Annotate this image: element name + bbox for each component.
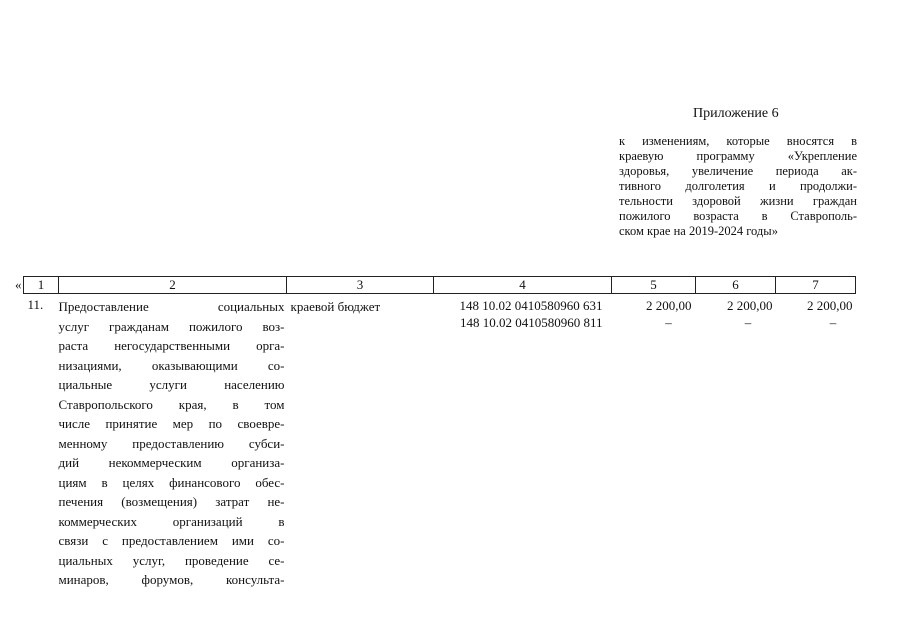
- annex-title: Приложение 6: [693, 106, 779, 121]
- description-line: циям в целях финансового обес-: [58, 474, 285, 490]
- annex-note-line: ском крае на 2019-2024 годы»: [619, 224, 778, 238]
- annex-note-line: здоровья, увеличение периода ак-: [619, 164, 857, 178]
- description-line: услуг гражданам пожилого воз-: [58, 318, 285, 334]
- program-table: [23, 276, 856, 590]
- row-description: [59, 294, 287, 590]
- annex-note: [619, 134, 857, 239]
- column-header-2: 2: [59, 277, 287, 294]
- annex-note-line: краевую программу «Укрепление: [619, 149, 857, 163]
- annex-note-line: тивного долголетия и продолжи-: [619, 179, 857, 193]
- description-line: минаров, форумов, консульта-: [58, 572, 285, 587]
- opening-quote: «: [15, 277, 22, 292]
- value-col-5: [612, 294, 696, 590]
- budget-code: 148 10.02 0410580960 811: [459, 315, 603, 330]
- annex-note-line: пожилого возраста в Ставрополь-: [619, 209, 857, 223]
- value-amount: 2 200,00: [807, 298, 853, 313]
- description-line: низациями, оказывающими со-: [58, 357, 285, 373]
- description-line: дий некоммерческим организа-: [58, 455, 285, 470]
- description-line: Предоставление социальных: [58, 299, 285, 314]
- annex-note-line: тельности здоровой жизни граждан: [619, 194, 857, 208]
- column-header-4: 4: [434, 277, 612, 294]
- column-header-1: 1: [24, 277, 59, 294]
- value-dash: –: [665, 315, 672, 330]
- table-header-row: [24, 277, 856, 294]
- description-line: циальные услуги населению: [58, 377, 285, 392]
- budget-codes: [434, 294, 612, 590]
- value-col-6: [696, 294, 776, 590]
- description-line: раста негосударственными орга-: [58, 338, 285, 353]
- column-header-7: 7: [776, 277, 856, 294]
- description-line: коммерческих организаций в: [58, 513, 285, 529]
- value-dash: –: [744, 315, 752, 330]
- table-row: [24, 294, 856, 590]
- value-dash: –: [829, 315, 837, 330]
- description-line: связи с предоставлением ими со-: [58, 533, 285, 548]
- description-line: числе принятие мер по своевре-: [58, 416, 285, 431]
- description-line: менному предоставлению субси-: [58, 435, 285, 451]
- description-line: Ставропольского края, в том: [58, 396, 285, 412]
- funding-source: краевой бюджет: [290, 299, 381, 314]
- row-number: 11.: [27, 297, 44, 312]
- annex-note-line: к изменениям, которые вносятся в: [619, 134, 857, 148]
- column-header-3: 3: [287, 277, 434, 294]
- description-line: циальных услуг, проведение се-: [58, 552, 285, 568]
- value-amount: 2 200,00: [646, 298, 692, 313]
- value-amount: 2 200,00: [727, 298, 773, 313]
- description-line: печения (возмещения) затрат не-: [58, 494, 285, 509]
- value-col-7: [776, 294, 856, 590]
- column-header-5: 5: [612, 277, 696, 294]
- column-header-6: 6: [696, 277, 776, 294]
- budget-code: 148 10.02 0410580960 631: [459, 298, 603, 313]
